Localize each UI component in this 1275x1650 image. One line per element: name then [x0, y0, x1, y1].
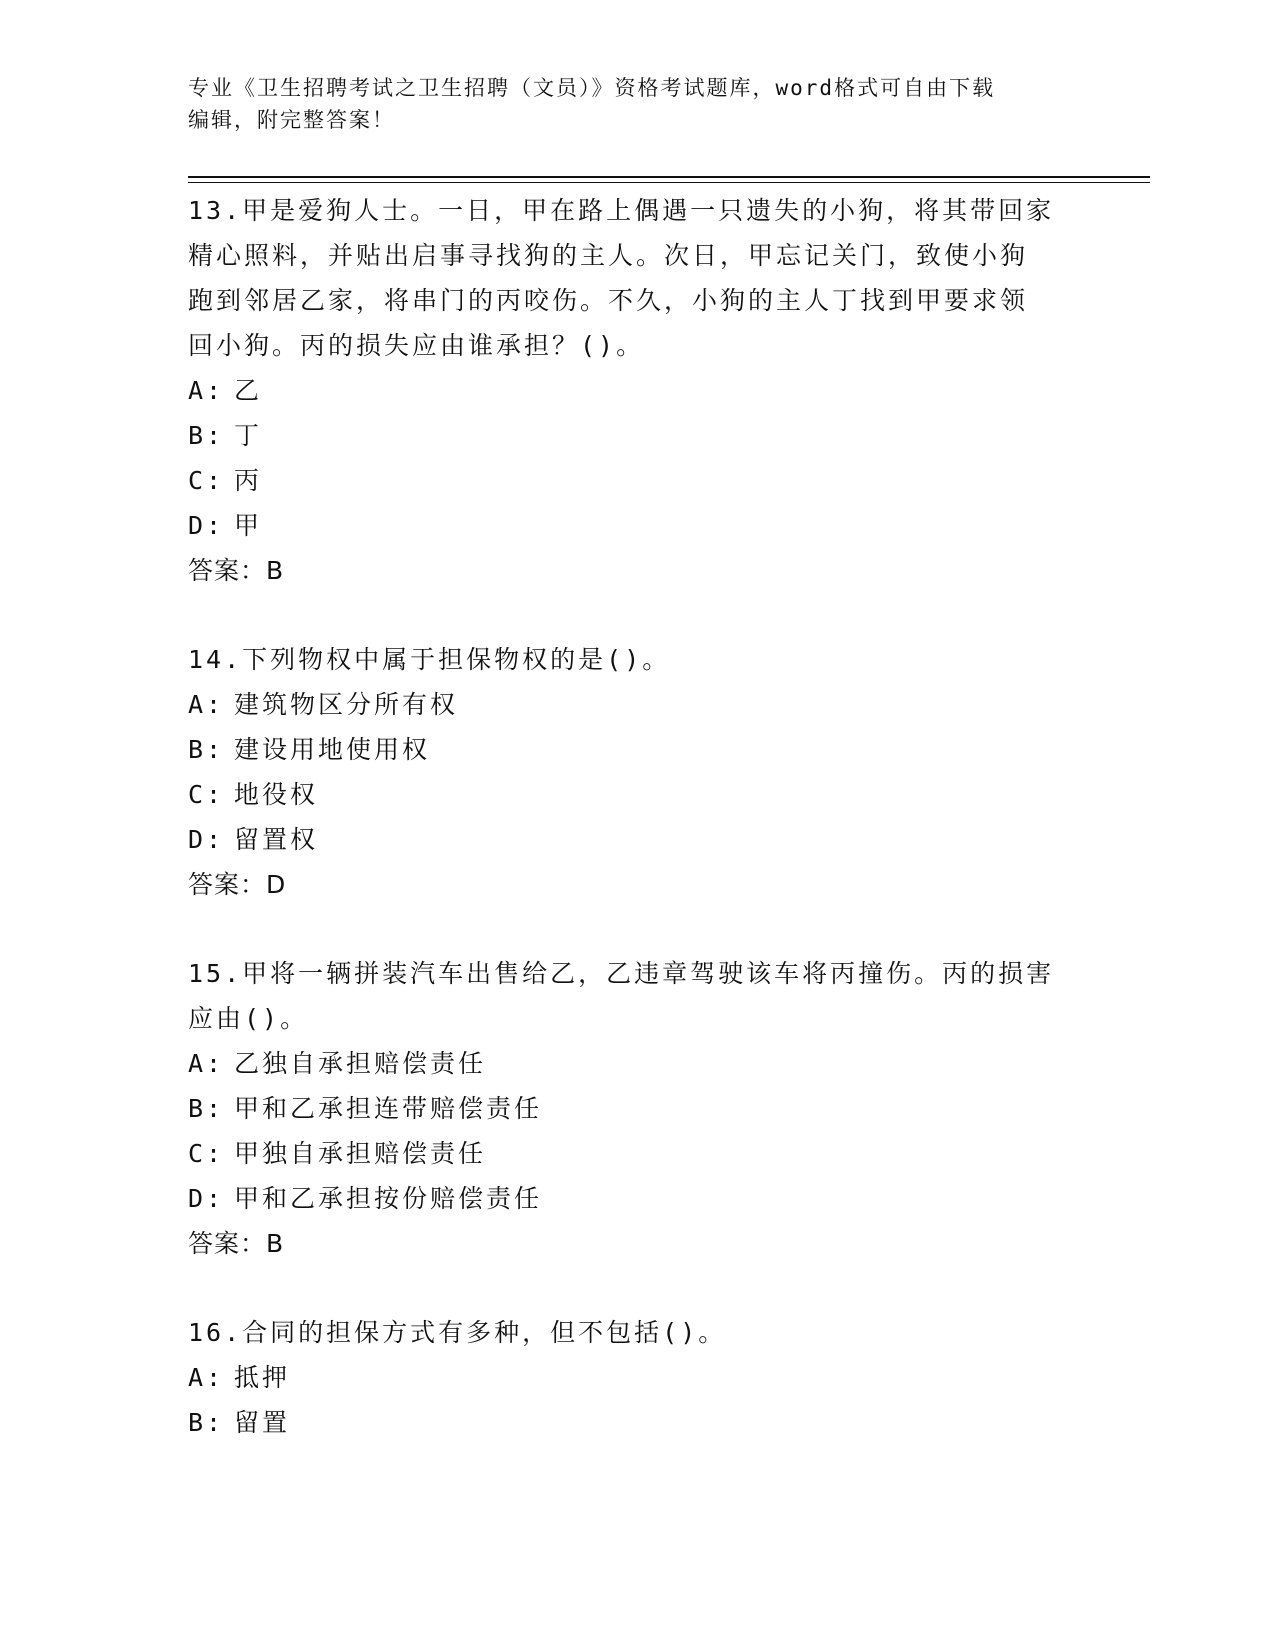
option-d	[188, 1176, 1088, 1221]
option-b	[188, 1400, 1088, 1445]
option-letter: B:	[188, 421, 225, 450]
question-text	[188, 1310, 1088, 1355]
option-letter: A:	[188, 1363, 225, 1392]
option-letter: C:	[188, 1139, 225, 1168]
question-line: 跑到邻居乙家，将串门的丙咬伤。不久，小狗的主人丁找到甲要求领	[188, 286, 1029, 315]
document-header	[188, 72, 1088, 136]
question-line: 回小狗。丙的损失应由谁承担？()。	[188, 331, 645, 360]
option-c	[188, 772, 1088, 817]
option-b	[188, 727, 1088, 772]
option-letter: A:	[188, 376, 225, 405]
option-text: 地役权	[234, 780, 319, 809]
option-text: 甲独自承担赔偿责任	[234, 1139, 487, 1168]
option-text: 乙独自承担赔偿责任	[234, 1049, 487, 1078]
option-a	[188, 1355, 1088, 1400]
option-letter: B:	[188, 735, 225, 764]
header-line-2: 编辑，附完整答案！	[188, 108, 395, 132]
answer-label: 答案：D	[188, 870, 287, 899]
option-letter: C:	[188, 466, 225, 495]
option-text: 抵押	[234, 1363, 291, 1392]
header-rule-thin	[188, 182, 1150, 183]
option-a	[188, 1041, 1088, 1086]
option-text: 甲和乙承担连带赔偿责任	[234, 1094, 543, 1123]
option-text: 留置	[234, 1408, 291, 1437]
question-15	[188, 951, 1088, 1266]
question-line: 16.合同的担保方式有多种，但不包括()。	[188, 1318, 727, 1347]
option-b	[188, 1086, 1088, 1131]
header-line-1: 专业《卫生招聘考试之卫生招聘（文员）》资格考试题库，word格式可自由下载	[188, 76, 996, 100]
question-line: 15.甲将一辆拼装汽车出售给乙，乙违章驾驶该车将丙撞伤。丙的损害	[188, 959, 1055, 988]
question-text	[188, 188, 1088, 368]
option-text: 甲	[234, 511, 263, 540]
option-letter: B:	[188, 1094, 225, 1123]
option-letter: A:	[188, 690, 225, 719]
question-line: 13.甲是爱狗人士。一日，甲在路上偶遇一只遗失的小狗，将其带回家	[188, 196, 1055, 225]
option-text: 建设用地使用权	[234, 735, 431, 764]
question-line: 应由()。	[188, 1004, 309, 1033]
option-text: 留置权	[234, 825, 319, 854]
option-c	[188, 458, 1088, 503]
option-b	[188, 413, 1088, 458]
option-letter: C:	[188, 780, 225, 809]
option-letter: D:	[188, 1184, 225, 1213]
question-13	[188, 188, 1088, 593]
answer-label: 答案：B	[188, 556, 285, 585]
option-a	[188, 368, 1088, 413]
option-letter: A:	[188, 1049, 225, 1078]
question-list	[188, 188, 1088, 1489]
answer-label: 答案：B	[188, 1229, 285, 1258]
option-a	[188, 682, 1088, 727]
option-text: 甲和乙承担按份赔偿责任	[234, 1184, 543, 1213]
option-letter: D:	[188, 825, 225, 854]
option-text: 丙	[234, 466, 263, 495]
header-rule-thick	[188, 176, 1150, 178]
option-text: 丁	[234, 421, 263, 450]
option-text: 建筑物区分所有权	[234, 690, 459, 719]
option-letter: D:	[188, 511, 225, 540]
question-line: 14.下列物权中属于担保物权的是()。	[188, 645, 671, 674]
question-line: 精心照料，并贴出启事寻找狗的主人。次日，甲忘记关门，致使小狗	[188, 241, 1029, 270]
option-text: 乙	[234, 376, 263, 405]
option-c	[188, 1131, 1088, 1176]
option-d	[188, 817, 1088, 862]
option-d	[188, 503, 1088, 548]
question-text	[188, 951, 1088, 1041]
option-letter: B:	[188, 1408, 225, 1437]
question-text	[188, 637, 1088, 682]
question-16	[188, 1310, 1088, 1445]
question-14	[188, 637, 1088, 907]
